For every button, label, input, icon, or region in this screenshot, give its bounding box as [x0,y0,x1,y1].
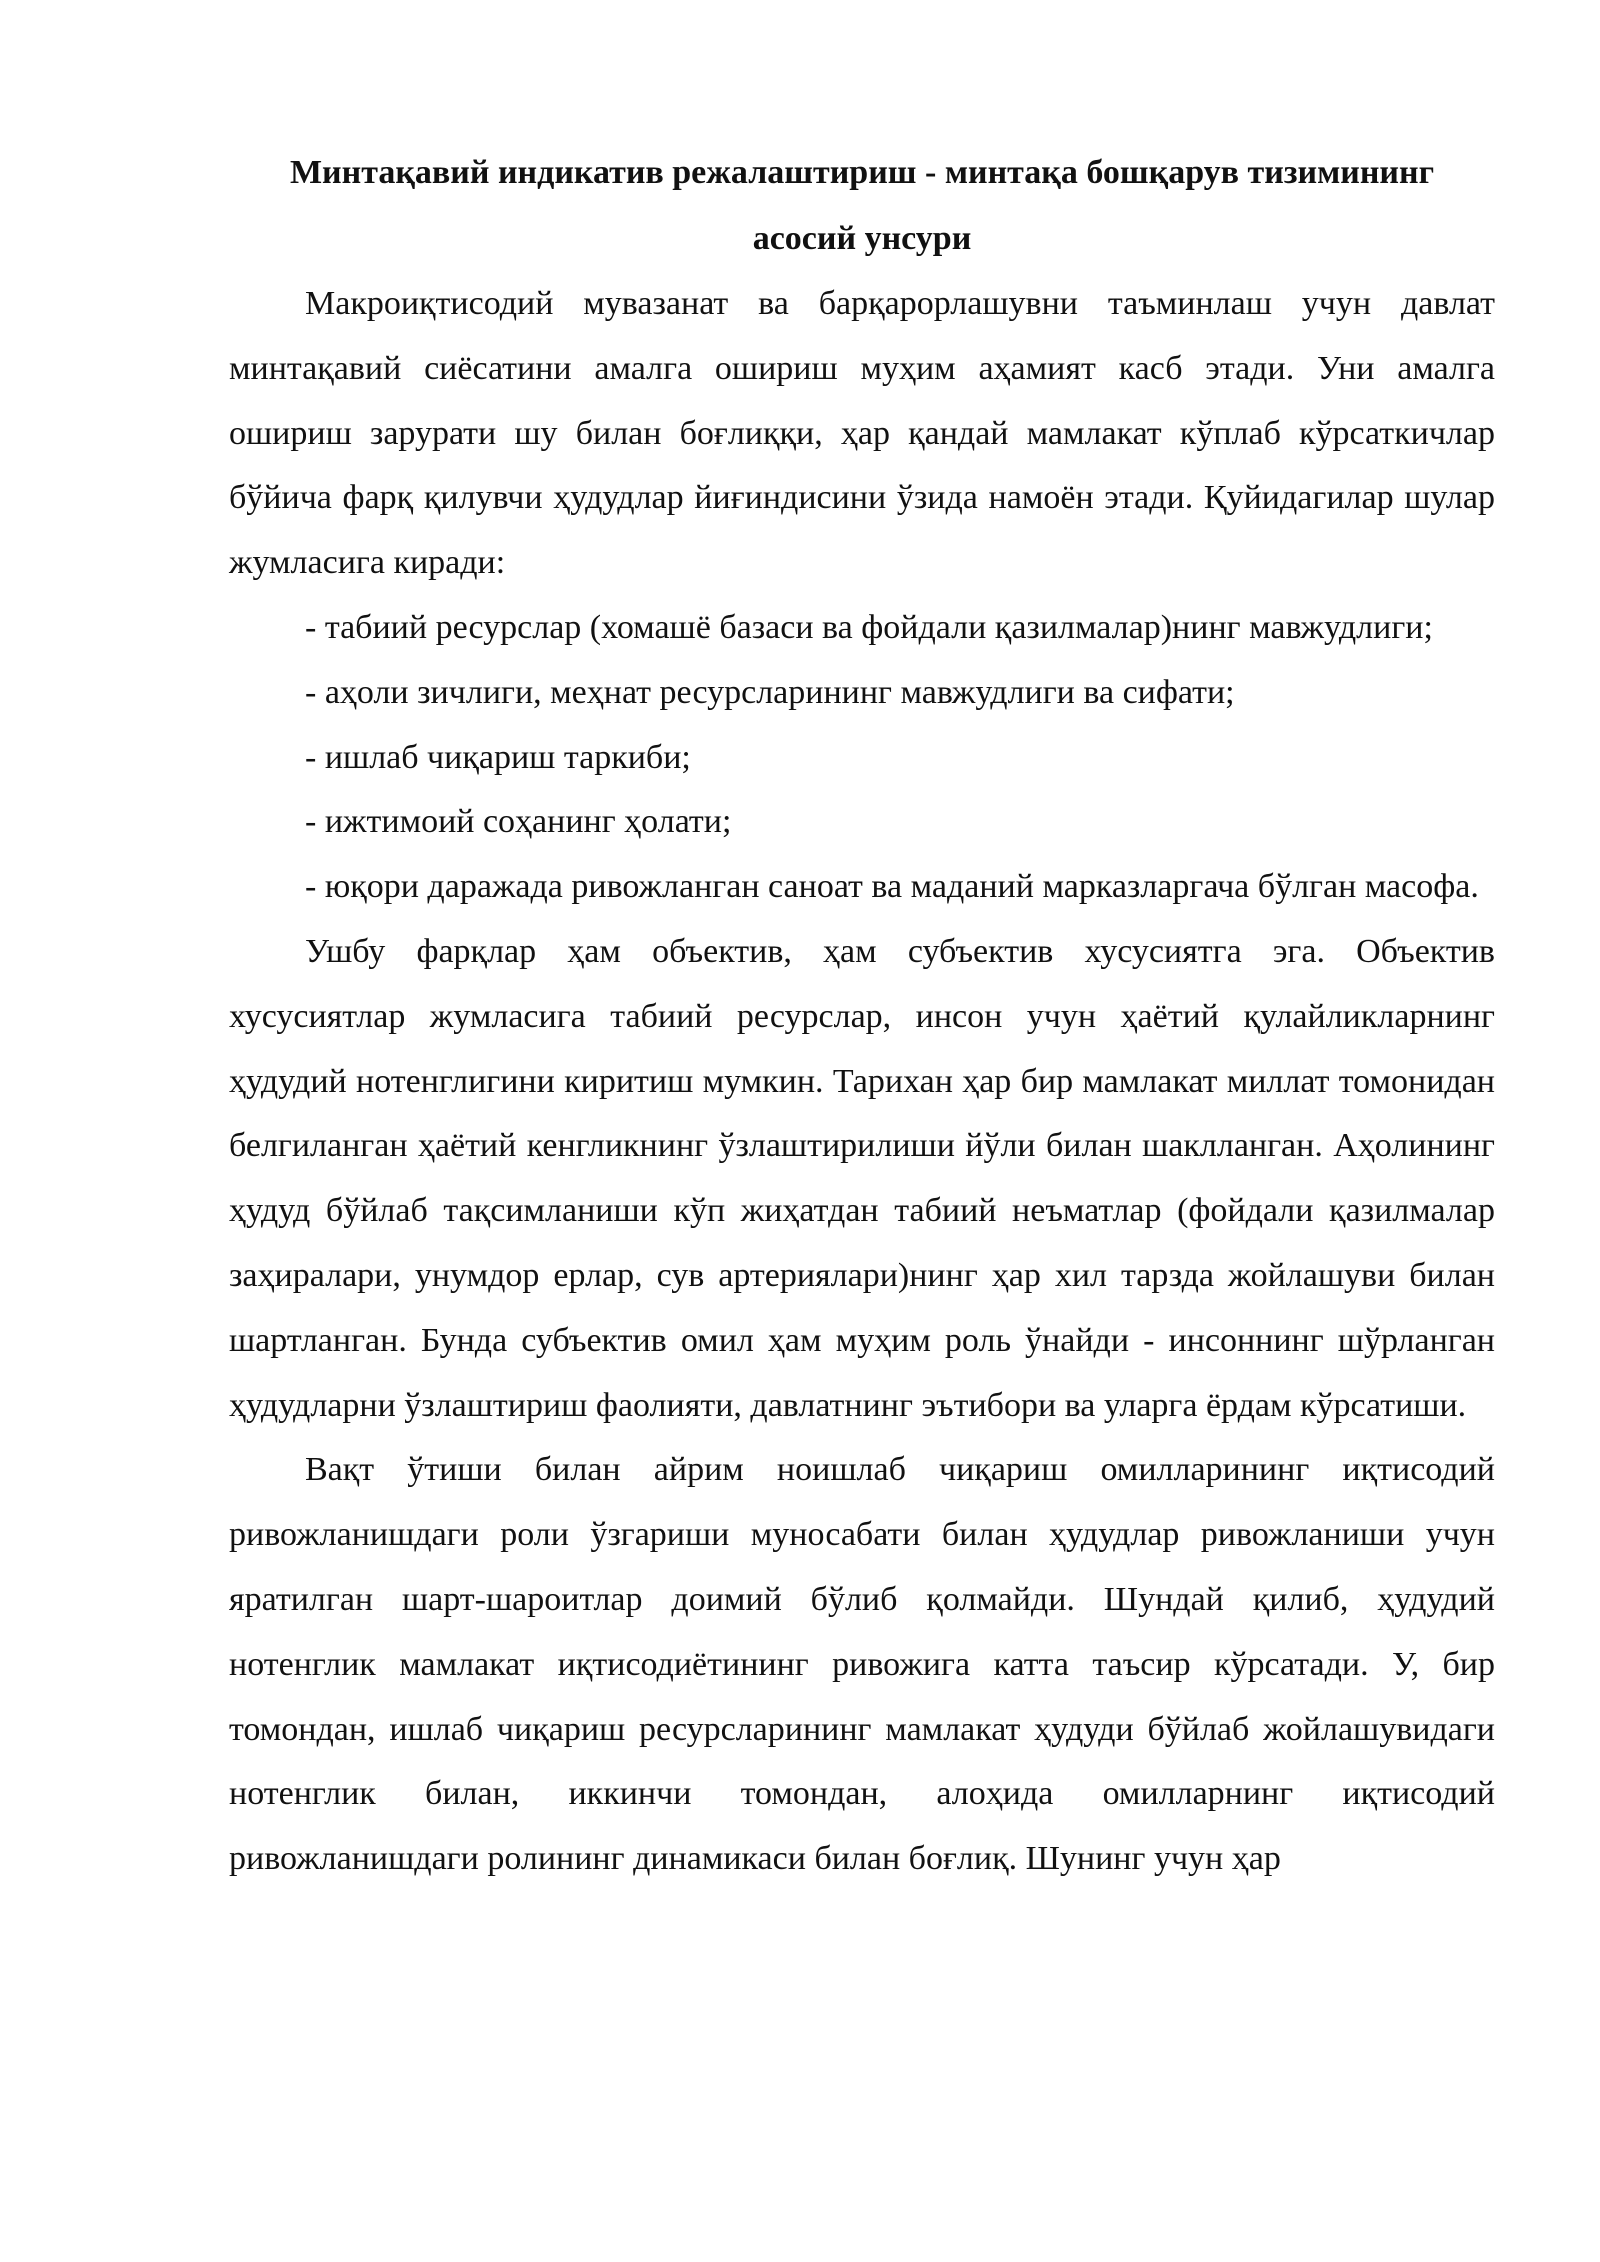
document-title-line-2: асосий унсури [752,220,972,257]
differences-paragraph: Ушбу фарқлар ҳам объектив, ҳам субъектив хусусиятга эга. Объектив хусусиятлар жумласига табиий ресурслар, инсон учун ҳаётий қулайликларнинг ҳудудий нотенглигини киритиш мумкин. Тарихан ҳар бир мамлакат миллат томонидан белгиланган ҳаётий кенгликнинг ўзлаштирилиши йўли билан шаклланган. Аҳолининг ҳудуд бўйлаб тақсимланиши кўп жиҳатдан табиий неъматлар (фойдали қазилмалар заҳиралари, унумдор ерлар, сув артериялари)нинг ҳар хил тарзда жойлашуви билан шартланган. Бунда субъектив омил ҳам муҳим роль ўнайди - инсоннинг шўрланган ҳудудларни ўзлаштириш фаолияти, давлатнинг эътибори ва уларга ёрдам кўрсатиши. [229,932,1495,1424]
factors-list [229,596,1495,920]
list-item: - табиий ресурслар (хомашё базаси ва фойдали қазилмалар)нинг мавжудлиги; [305,608,1433,646]
document-page [229,140,1495,1892]
inequality-paragraph: Вақт ўтиши билан айрим ноишлаб чиқариш омилларининг иқтисодий ривожланишдаги роли ўзгариши муносабати билан ҳудудлар ривожланиши учун яратилган шарт-шароитлар доимий бўлиб қолмайди. Шундай қилиб, ҳудудий нотенглик мамлакат иқтисодиётининг ривожига катта таъсир кўрсатади. У, бир томондан, ишлаб чиқариш ресурсларининг мамлакат ҳудуди бўйлаб жойлашувидаги нотенглик билан, иккинчи томондан, алоҳида омилларнинг иқтисодий ривожланишдаги ролининг динамикаси билан боғлиқ. Шунинг учун ҳар [229,1451,1495,1878]
list-item: - аҳоли зичлиги, меҳнат ресурсларининг мавжудлиги ва сифати; [305,673,1235,711]
list-item: - ижтимоий соҳанинг ҳолати; [305,803,732,841]
document-title-line-1: Минтақавий индикатив режалаштириш - минтақа бошқарув тизимининг [289,154,1435,191]
list-item: - ишлаб чиқариш таркиби; [305,738,691,776]
intro-paragraph: Макроиқтисодий мувазанат ва барқарорлашувни таъминлаш учун давлат минтақавий сиёсатини амалга ошириш муҳим аҳамият касб этади. Уни амалга ошириш зарурати шу билан боғлиққи, ҳар қандай мамлакат кўплаб кўрсаткичлар бўйича фарқ қилувчи ҳудудлар йиғиндисини ўзида намоён этади. Қуйидагилар шулар жумласига киради: [229,285,1495,582]
list-item: - юқори даражада ривожланган саноат ва маданий марказларгача бўлган масофа. [305,868,1479,906]
